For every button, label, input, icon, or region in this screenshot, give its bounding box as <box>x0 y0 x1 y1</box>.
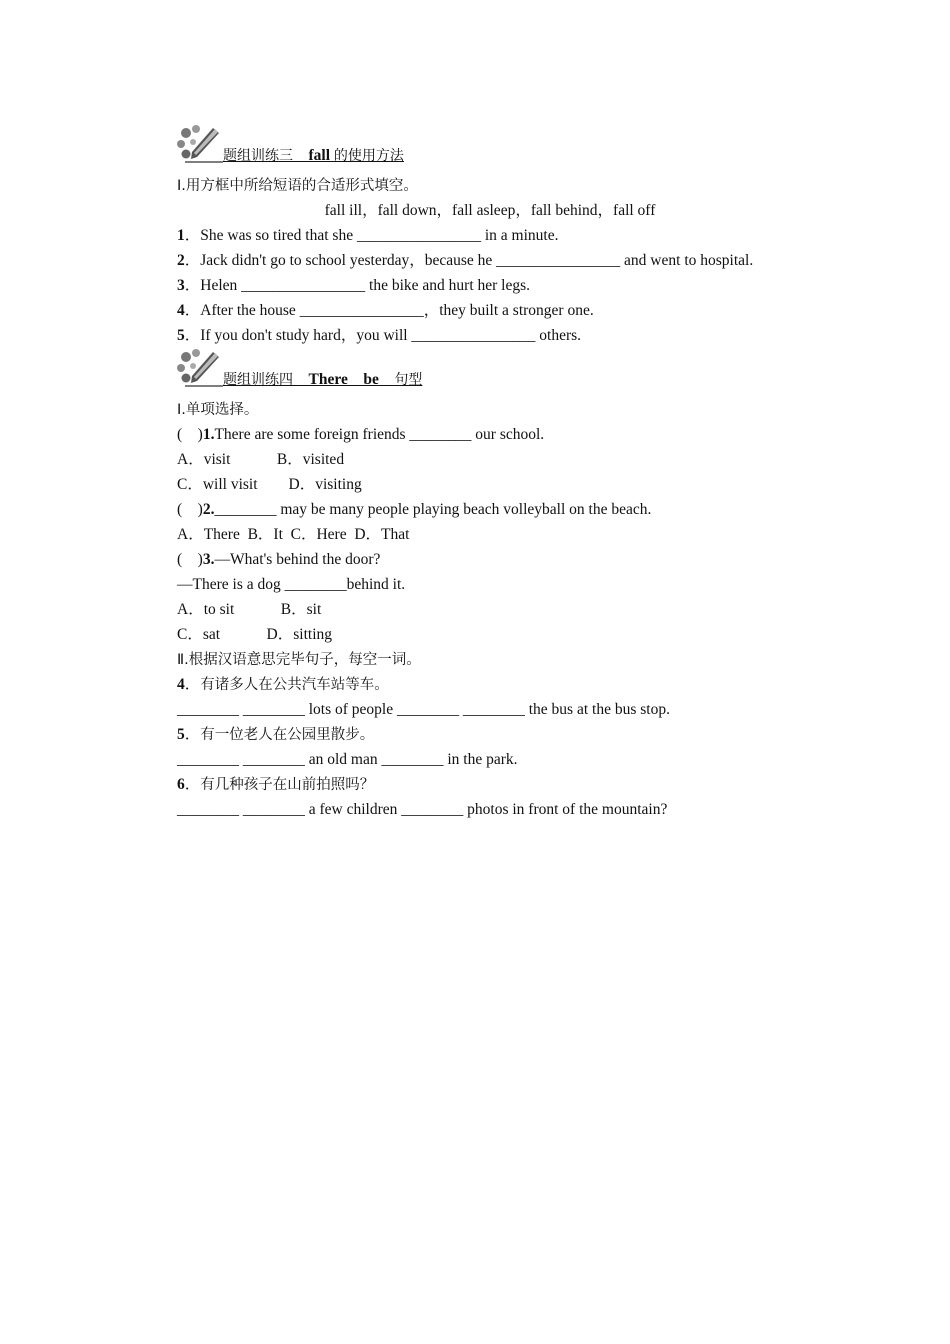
answer-paren: ( ) <box>177 426 203 443</box>
translation-item-5-answer: ________ ________ an old man ________ in the park. <box>177 751 518 768</box>
item-3: 3．Helen ________________ the bike and hurt her legs. <box>177 277 531 294</box>
item-number: 3 <box>177 277 185 294</box>
question-1-options-a: A．visit B．visited <box>177 451 345 468</box>
item-2: 2．Jack didn't go to school yesterday，because he ________________ and went to hospital. <box>177 252 754 269</box>
section-4-part2-heading: Ⅱ.根据汉语意思完毕句子，每空一词。 <box>177 652 421 668</box>
answer-paren: ( ) <box>177 501 203 518</box>
section-3-part1-heading: Ⅰ.用方框中所给短语的合适形式填空。 <box>177 178 418 194</box>
question-number: 2. <box>202 501 215 518</box>
section-3-header <box>177 124 477 168</box>
question-3-line-2: —There is a dog ________behind it. <box>177 576 406 593</box>
item-number: 6 <box>177 776 185 793</box>
section-4-part1-heading: Ⅰ.单项选择。 <box>177 402 259 418</box>
question-1 <box>177 425 544 445</box>
item-4: 4．After the house ________________，they built a stronger one. <box>177 302 594 319</box>
question-2-options: A．There B．It C．Here D．That <box>177 526 410 543</box>
question-3 <box>177 550 380 570</box>
question-3-options-a: A．to sit B．sit <box>177 601 322 618</box>
question-text: —What's behind the door? <box>214 551 381 568</box>
item-number: 1 <box>177 227 185 244</box>
item-chinese: 有一位老人在公园里散步。 <box>200 727 375 743</box>
item-number: 4 <box>177 676 185 693</box>
pencil-icon <box>177 124 223 164</box>
pencil-icon <box>177 348 223 388</box>
item-number: 4 <box>177 302 185 319</box>
item-text: If you don't study hard，you will ________________ others. <box>200 327 582 344</box>
section-3-title-cn: 题组训练三 <box>223 148 293 164</box>
section-4-title-cn: 题组训练四 <box>223 372 293 388</box>
item-number: 2 <box>177 252 185 269</box>
item-5: 5．If you don't study hard，you will ________________ others. <box>177 327 582 344</box>
item-1: 1．She was so tired that she ________________ in a minute. <box>177 227 559 244</box>
section-3-title <box>223 146 404 166</box>
section-3-title-en: fall <box>308 147 331 164</box>
question-number: 3. <box>202 551 215 568</box>
question-1-options-b: C．will visit D．visiting <box>177 476 362 493</box>
translation-item-5: 5．有一位老人在公园里散步。 <box>177 726 375 743</box>
section-4-title <box>223 370 422 390</box>
section-4-title-suffix: 句型 <box>394 372 423 388</box>
phrase-box: fall ill，fall down，fall asleep，fall behind，fall off <box>324 202 656 219</box>
item-number: 5 <box>177 726 185 743</box>
item-text: She was so tired that she ________________ in a minute. <box>200 227 559 244</box>
question-text: ________ may be many people playing beach volleyball on the beach. <box>214 501 652 518</box>
item-number: 5 <box>177 327 185 344</box>
item-chinese: 有几种孩子在山前拍照吗？ <box>200 777 375 793</box>
item-chinese: 有诸多人在公共汽车站等车。 <box>200 677 389 693</box>
item-text: After the house ________________，they built a stronger one. <box>200 302 594 319</box>
question-2 <box>177 500 651 520</box>
section-4-header <box>177 348 477 392</box>
translation-item-4-answer: ________ ________ lots of people ________ ________ the bus at the bus stop. <box>177 701 670 718</box>
item-text: Jack didn't go to school yesterday，because he ________________ and went to hospital. <box>200 252 754 269</box>
answer-paren: ( ) <box>177 551 203 568</box>
question-number: 1. <box>202 426 215 443</box>
translation-item-6: 6．有几种孩子在山前拍照吗？ <box>177 776 375 793</box>
section-3-title-suffix: 的使用方法 <box>333 148 404 164</box>
item-text: Helen ________________ the bike and hurt her legs. <box>200 277 531 294</box>
question-3-options-b: C．sat D．sitting <box>177 626 333 643</box>
translation-item-6-answer: ________ ________ a few children ________ photos in front of the mountain? <box>177 801 668 818</box>
translation-item-4: 4．有诸多人在公共汽车站等车。 <box>177 676 389 693</box>
question-text: There are some foreign friends ________ our school. <box>214 426 545 443</box>
section-4-title-en: There be <box>308 371 379 388</box>
